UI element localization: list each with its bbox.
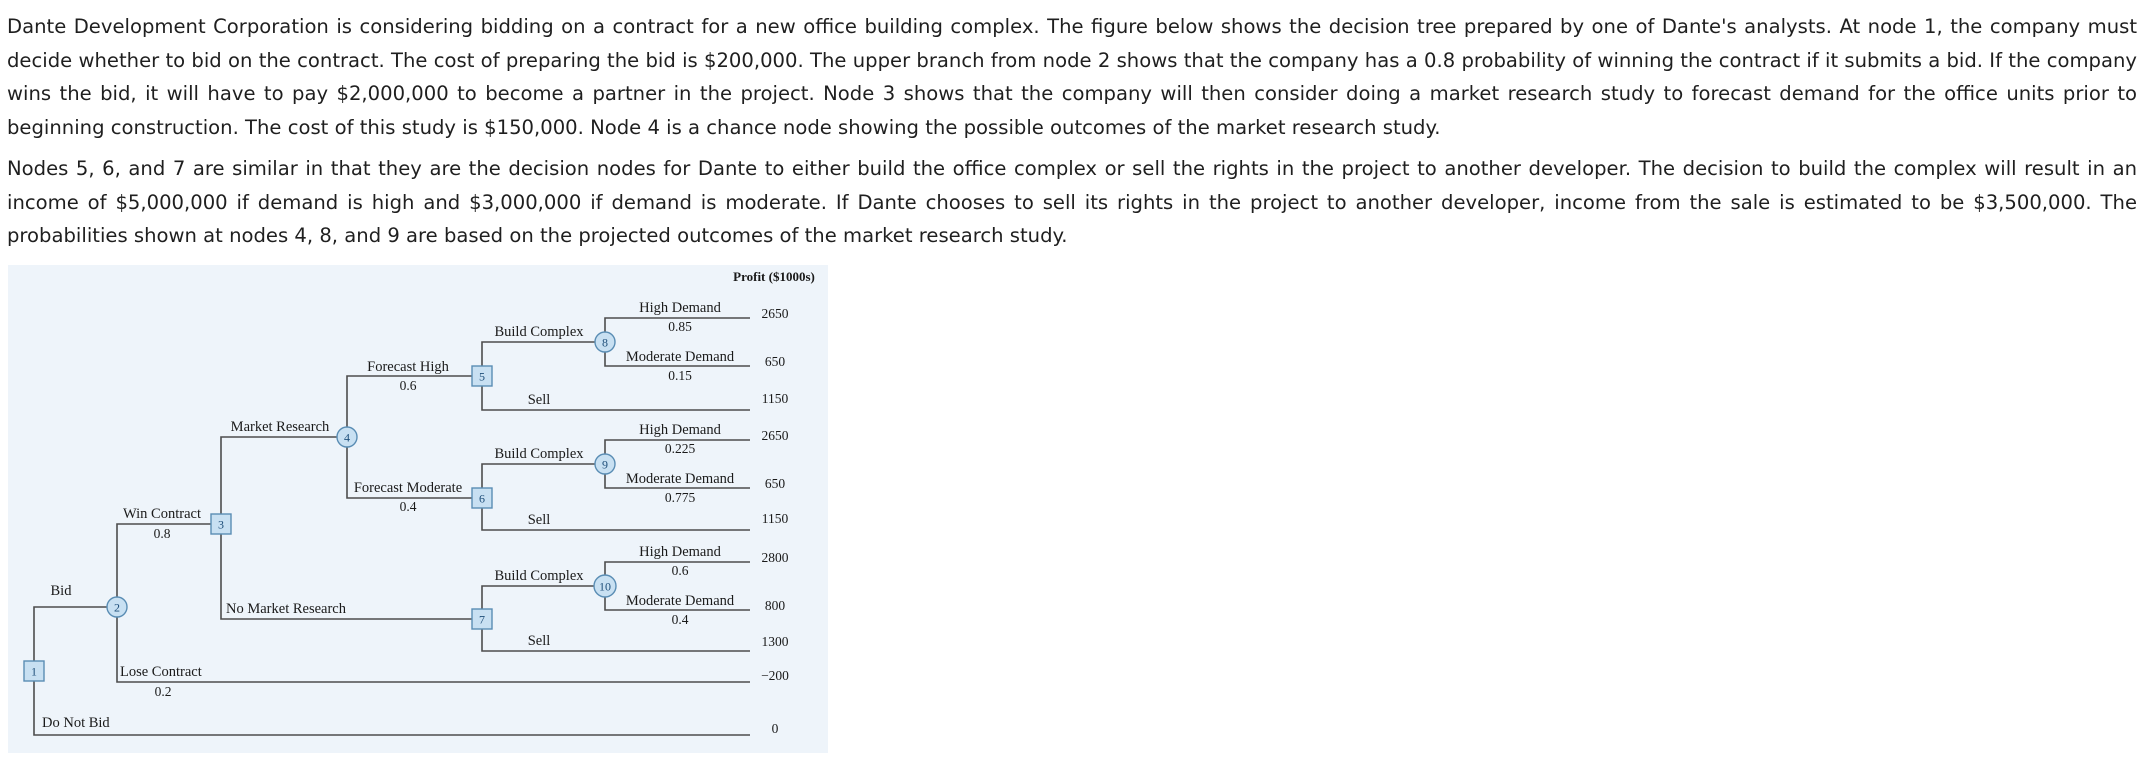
label-high-demand-10-prob: 0.6 [671,563,689,578]
label-moderate-demand-9: Moderate Demand [625,471,735,487]
payoff-4: 2650 [761,428,789,443]
edge-build-5 [482,342,605,376]
problem-statement [7,10,2137,253]
payoff-1: 2650 [761,306,789,321]
edge-build-7 [482,586,605,619]
label-market-research: Market Research [230,419,330,435]
label-moderate-demand-8-prob: 0.15 [668,368,692,383]
edge-market-research [221,437,347,524]
label-sell-5: Sell [527,392,551,408]
label-forecast-high: Forecast High [367,359,449,375]
label-win-contract: Win Contract [123,506,201,522]
node-7-label: 7 [479,612,485,627]
label-high-demand-9: High Demand [639,422,721,438]
label-no-market-research: No Market Research [226,601,346,617]
label-sell-7: Sell [527,633,551,649]
edge-do-not-bid [34,671,750,735]
node-5-label: 5 [479,369,485,384]
label-high-demand-8: High Demand [639,300,721,316]
decision-node-5 [472,366,492,386]
edge-sell-7 [482,619,750,651]
chance-node-4 [337,427,357,447]
decision-node-1 [24,661,44,681]
decision-node-6 [472,488,492,508]
payoff-11: 0 [771,721,779,736]
decision-tree-svg [8,265,828,753]
chance-node-8 [595,332,615,352]
node-9-label: 9 [602,457,608,472]
payoff-5: 650 [764,476,786,491]
payoff-2: 650 [764,354,786,369]
payoff-column [733,269,815,736]
label-forecast-moderate: Forecast Moderate [353,480,463,496]
payoff-3: 1150 [761,391,789,406]
chance-node-10 [594,575,616,597]
label-moderate-demand-10: Moderate Demand [625,593,735,609]
label-moderate-demand-8: Moderate Demand [625,349,735,365]
decision-tree-diagram [8,265,828,753]
label-high-demand-8-prob: 0.85 [668,319,692,334]
label-win-prob: 0.8 [153,526,171,541]
chance-node-2 [107,597,127,617]
payoff-6: 1150 [761,511,789,526]
branch-labels [42,300,735,731]
label-high-demand-9-prob: 0.225 [664,441,696,456]
label-build-complex-7: Build Complex [494,568,584,584]
decision-node-7 [472,609,492,629]
label-high-demand-10: High Demand [639,544,721,560]
payoff-7: 2800 [761,550,789,565]
label-do-not-bid: Do Not Bid [42,715,110,731]
payoff-8: 800 [764,598,786,613]
edge-bid [34,607,117,671]
label-sell-6: Sell [527,512,551,528]
label-moderate-demand-9-prob: 0.775 [664,490,696,505]
intro-paragraph-2: Nodes 5, 6, and 7 are similar in that they are the decision nodes for Dante to either build the office complex or sell the rights in the project to another developer. The decision to build the complex will result in an income of $5,000,000 if demand is high and $3,000,000 if demand is moderate. If Dante chooses to sell its rights in the project to another developer, income from the sale is estimated to be $3,500,000. The probabilities shown at nodes 4, 8, and 9 are based on the projected outcomes of the market research study. [7,157,2137,247]
node-8-label: 8 [602,335,608,350]
intro-paragraph-1: Dante Development Corporation is considering bidding on a contract for a new office building complex. The figure below shows the decision tree prepared by one of Dante's analysts. At node 1, the company must decide whether to bid on the contract. The cost of preparing the bid is $200,000. The upper branch from node 2 shows that the company has a 0.8 probability of winning the contract if it submits a bid. If the company wins the bid, it will have to pay $2,000,000 to become a partner in the project. Node 3 shows that the company will then consider doing a market research study to forecast demand for the office units prior to beginning construction. The cost of this study is $150,000. Node 4 is a chance node showing the possible outcomes of the market research study. [7,15,2137,139]
chance-node-9 [595,454,615,474]
label-lose-prob: 0.2 [154,684,172,699]
payoff-10: −200 [761,668,789,683]
label-build-complex-6: Build Complex [494,446,584,462]
label-lose-contract: Lose Contract [120,664,202,680]
payoff-9: 1300 [761,634,789,649]
node-6-label: 6 [479,491,485,506]
label-build-complex-5: Build Complex [494,324,584,340]
node-10-label: 10 [599,579,611,594]
label-forecast-high-prob: 0.6 [399,378,417,393]
edge-build-6 [482,464,605,498]
label-moderate-demand-10-prob: 0.4 [671,612,689,627]
decision-node-3 [211,514,231,534]
edge-sell-6 [482,498,750,530]
label-forecast-moderate-prob: 0.4 [399,499,417,514]
node-1-label: 1 [31,664,37,679]
label-bid: Bid [50,583,72,599]
node-2-label: 2 [114,600,120,615]
edge-sell-5 [482,376,750,410]
profit-header: Profit ($1000s) [733,269,815,284]
node-4-label: 4 [344,430,350,445]
node-3-label: 3 [218,517,224,532]
